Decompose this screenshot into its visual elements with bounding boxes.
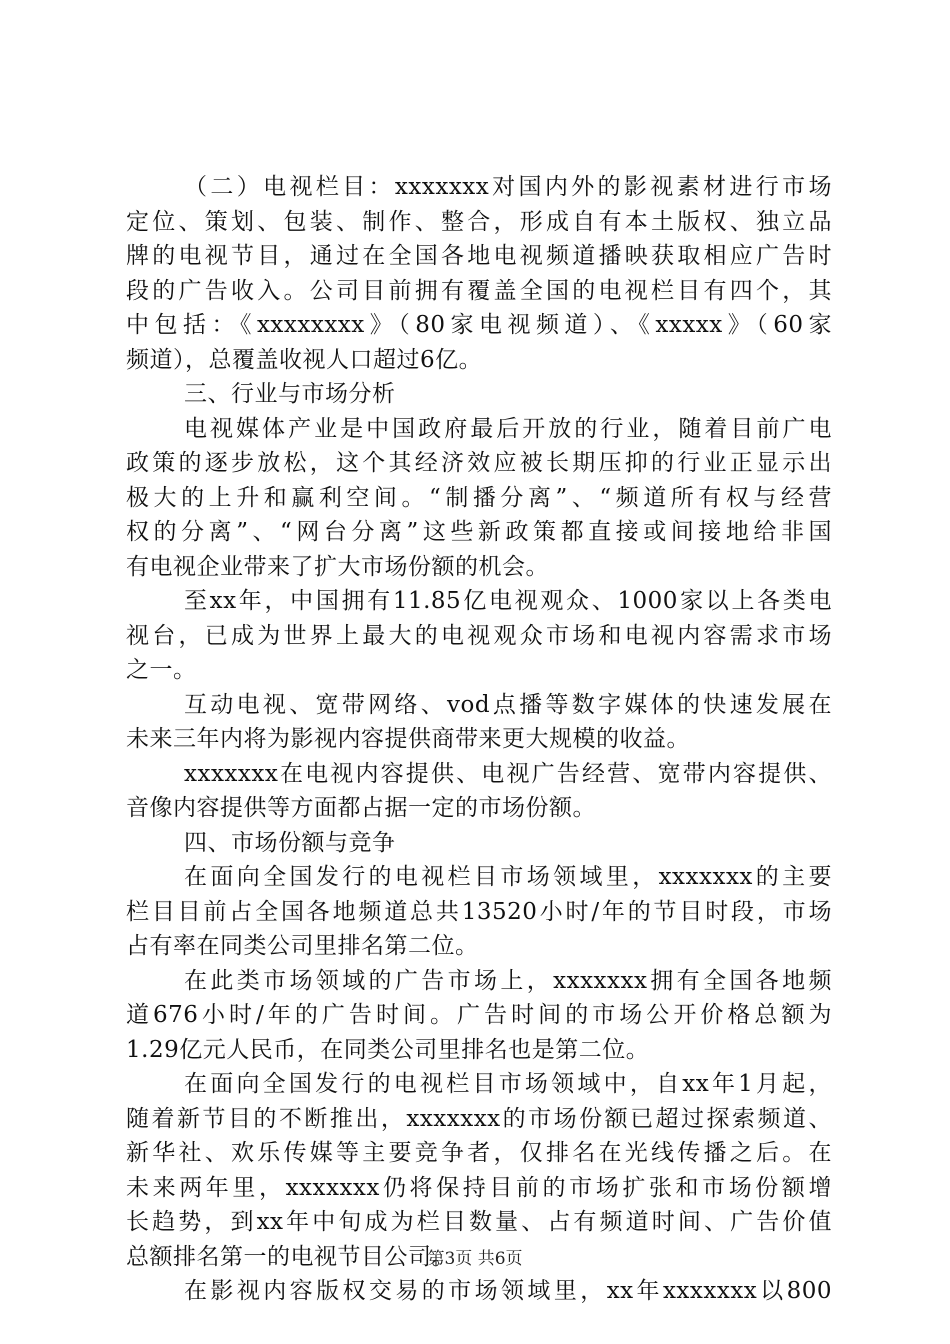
paragraph-line: 权的分离”、“网台分离”这些新政策都直接或间接地给非国 <box>126 519 832 545</box>
paragraph-line: 中包括：《xxxxxxxx》（80家电视频道）、《xxxxx》（60家 <box>126 312 832 338</box>
paragraph-line: 随着新节目的不断推出，xxxxxxx的市场份额已超过探索频道、 <box>126 1105 832 1132</box>
paragraph-line: 1.29亿元人民币，在同类公司里排名也是第二位。 <box>126 1036 650 1063</box>
section-heading: 四、市场份额与竞争 <box>184 829 396 856</box>
paragraph-line: 长趋势，到xx年中旬成为栏目数量、占有频道时间、广告价值 <box>126 1209 832 1235</box>
paragraph-line: 互动电视、宽带网络、vod点播等数字媒体的快速发展在 <box>184 691 832 718</box>
paragraph-line: 未来三年内将为影视内容提供商带来更大规模的收益。 <box>126 726 690 752</box>
paragraph-line: 在影视内容版权交易的市场领域里，xx年xxxxxxx以800 <box>184 1278 832 1304</box>
paragraph-line: 音像内容提供等方面都占据一定的市场份额。 <box>126 795 596 821</box>
paragraph-line: 视台，已成为世界上最大的电视观众市场和电视内容需求市场 <box>126 622 832 649</box>
paragraph-line: 有电视企业带来了扩大市场份额的机会。 <box>126 553 549 580</box>
paragraph-line: 新华社、欢乐传媒等主要竞争者，仅排名在光线传播之后。在 <box>126 1140 832 1166</box>
paragraph-line: 未来两年里，xxxxxxx仍将保持目前的市场扩张和市场份额增 <box>126 1174 832 1201</box>
paragraph-line: 占有率在同类公司里排名第二位。 <box>126 933 479 959</box>
paragraph-line: 之一。 <box>126 657 197 683</box>
document-body <box>126 170 832 1309</box>
page-number-footer: 第3页 共6页 <box>427 1249 523 1269</box>
paragraph-line: 极大的上升和赢利空间。“制播分离”、“频道所有权与经营 <box>126 484 832 511</box>
paragraph-line: 电视媒体产业是中国政府最后开放的行业，随着目前广电 <box>184 415 832 442</box>
paragraph-line: （二）电视栏目：xxxxxxx对国内外的影视素材进行市场 <box>184 174 832 200</box>
paragraph-line: 总额排名第一的电视节目公司。 <box>126 1243 455 1270</box>
paragraph-line: 栏目目前占全国各地频道总共13520小时/年的节目时段，市场 <box>126 898 832 925</box>
paragraph-line: 段的广告收入。公司目前拥有覆盖全国的电视栏目有四个，其 <box>126 277 832 304</box>
paragraph-line: 牌的电视节目，通过在全国各地电视频道播映获取相应广告时 <box>126 243 832 269</box>
paragraph-line: 频道），总覆盖收视人口超过6亿。 <box>126 346 483 373</box>
paragraph-line: 在面向全国发行的电视栏目市场领域中，自xx年1月起， <box>184 1071 832 1097</box>
paragraph-line: 至xx年，中国拥有11.85亿电视观众、1000家以上各类电 <box>184 588 832 614</box>
paragraph-line: 定位、策划、包装、制作、整合，形成自有本土版权、独立品 <box>126 208 832 235</box>
paragraph-line: 政策的逐步放松，这个其经济效应被长期压抑的行业正显示出 <box>126 450 832 476</box>
section-heading: 三、行业与市场分析 <box>184 381 396 407</box>
paragraph-line: 在面向全国发行的电视栏目市场领域里，xxxxxxx的主要 <box>184 864 832 890</box>
paragraph-line: 在此类市场领域的广告市场上，xxxxxxx拥有全国各地频 <box>184 967 832 994</box>
paragraph-line: xxxxxxx在电视内容提供、电视广告经营、宽带内容提供、 <box>184 760 832 787</box>
paragraph-line: 道676小时/年的广告时间。广告时间的市场公开价格总额为 <box>126 1002 832 1028</box>
